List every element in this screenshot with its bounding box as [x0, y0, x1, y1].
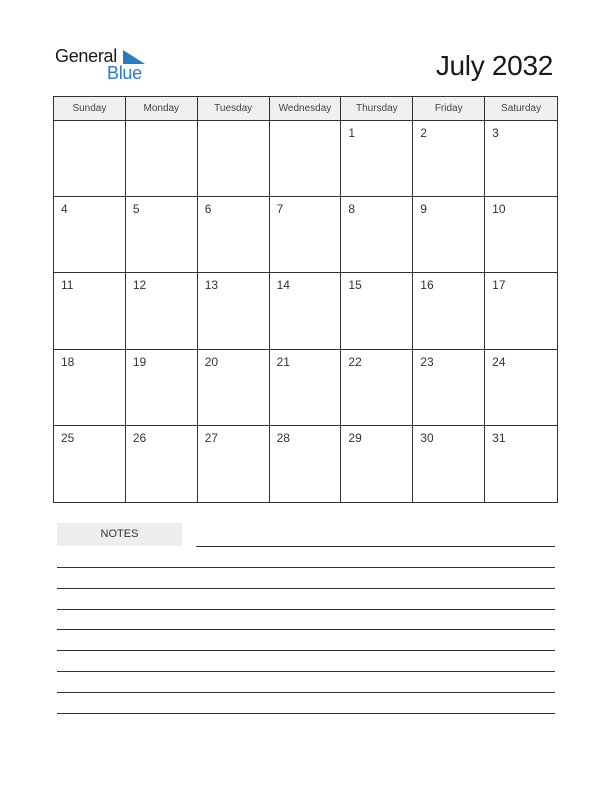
day-number: 7: [276, 202, 284, 217]
day-number: 8: [348, 202, 356, 217]
day-number: 14: [276, 278, 290, 293]
day-number: 19: [132, 354, 147, 369]
day-number: 9: [420, 202, 427, 217]
day-cell: [198, 197, 270, 273]
day-cell: [413, 197, 485, 273]
weekday-header: Tuesday: [198, 97, 270, 120]
weekday-header: Wednesday: [270, 97, 342, 120]
day-cell: [270, 426, 342, 502]
day-number: 15: [348, 278, 362, 293]
day-cell: [54, 121, 126, 197]
logo-word-blue: Blue: [107, 63, 142, 83]
day-number: 18: [61, 354, 75, 369]
day-cell: [413, 121, 485, 197]
day-cell: [270, 197, 342, 273]
notes-line: [57, 650, 555, 651]
day-number: 3: [492, 126, 499, 140]
day-number: 1: [348, 126, 356, 140]
day-number: 10: [492, 202, 506, 217]
day-cell: [485, 350, 557, 426]
weekday-header: Sunday: [54, 97, 126, 120]
day-cell: [341, 350, 413, 426]
logo: [55, 46, 155, 86]
notes-line: [196, 546, 555, 547]
day-cell: [341, 426, 413, 502]
day-cell: [126, 426, 198, 502]
day-number: 6: [204, 202, 212, 217]
day-number: 16: [420, 278, 434, 293]
weekday-header: Friday: [413, 97, 485, 120]
day-number: 26: [132, 430, 147, 445]
day-cell: [270, 121, 342, 197]
day-number: 13: [204, 278, 219, 293]
day-cell: [54, 350, 126, 426]
day-cell: [341, 121, 413, 197]
day-number: 25: [61, 430, 75, 445]
day-number: 30: [420, 430, 434, 445]
day-cell: [485, 273, 557, 349]
day-cell: [341, 273, 413, 349]
notes-line: [57, 629, 555, 630]
day-cell: [126, 273, 198, 349]
day-number: 2: [420, 126, 427, 140]
day-number: 22: [348, 354, 362, 369]
calendar-grid: [53, 96, 558, 503]
day-cell: [198, 426, 270, 502]
day-cell: [198, 350, 270, 426]
day-number: 5: [132, 202, 140, 217]
day-number: 12: [132, 278, 147, 293]
day-cell: [198, 121, 270, 197]
weekday-header: Saturday: [501, 103, 542, 114]
day-number: 20: [204, 354, 219, 369]
day-number: 4: [61, 202, 68, 217]
weekday-header: Monday: [126, 97, 198, 120]
day-number: 24: [492, 354, 506, 369]
notes-line: [57, 588, 555, 589]
day-cell: [485, 121, 557, 197]
day-cell: [270, 350, 342, 426]
day-cell: [413, 273, 485, 349]
day-number: 23: [420, 354, 434, 369]
notes-line: [57, 671, 555, 672]
day-number: 27: [204, 430, 219, 445]
day-number: 17: [492, 278, 506, 293]
day-cell: [270, 273, 342, 349]
notes-line: [57, 609, 555, 610]
day-cell: [485, 426, 557, 502]
notes-label: NOTES: [57, 523, 182, 546]
weekday-header-row: [54, 97, 557, 121]
day-cell: [341, 197, 413, 273]
day-cell: [485, 197, 557, 273]
day-cell: [198, 273, 270, 349]
calendar-title: July 2032: [435, 50, 553, 81]
day-cell: [126, 350, 198, 426]
day-cell: [54, 273, 126, 349]
day-cell: [413, 350, 485, 426]
logo-word-general: General: [55, 46, 117, 66]
weekday-header: Thursday: [341, 97, 413, 120]
calendar-body: [54, 121, 557, 502]
day-number: 31: [492, 430, 506, 445]
day-number: 11: [61, 278, 74, 293]
notes-line: [57, 567, 555, 568]
day-number: 29: [348, 430, 362, 445]
day-number: 21: [276, 354, 290, 369]
logo-triangle-icon: [123, 50, 145, 64]
day-cell: [126, 121, 198, 197]
day-cell: [54, 426, 126, 502]
notes-line: [57, 692, 555, 693]
day-number: 28: [276, 430, 290, 445]
day-cell: [54, 197, 126, 273]
day-cell: [413, 426, 485, 502]
day-cell: [126, 197, 198, 273]
notes-line: [57, 713, 555, 714]
